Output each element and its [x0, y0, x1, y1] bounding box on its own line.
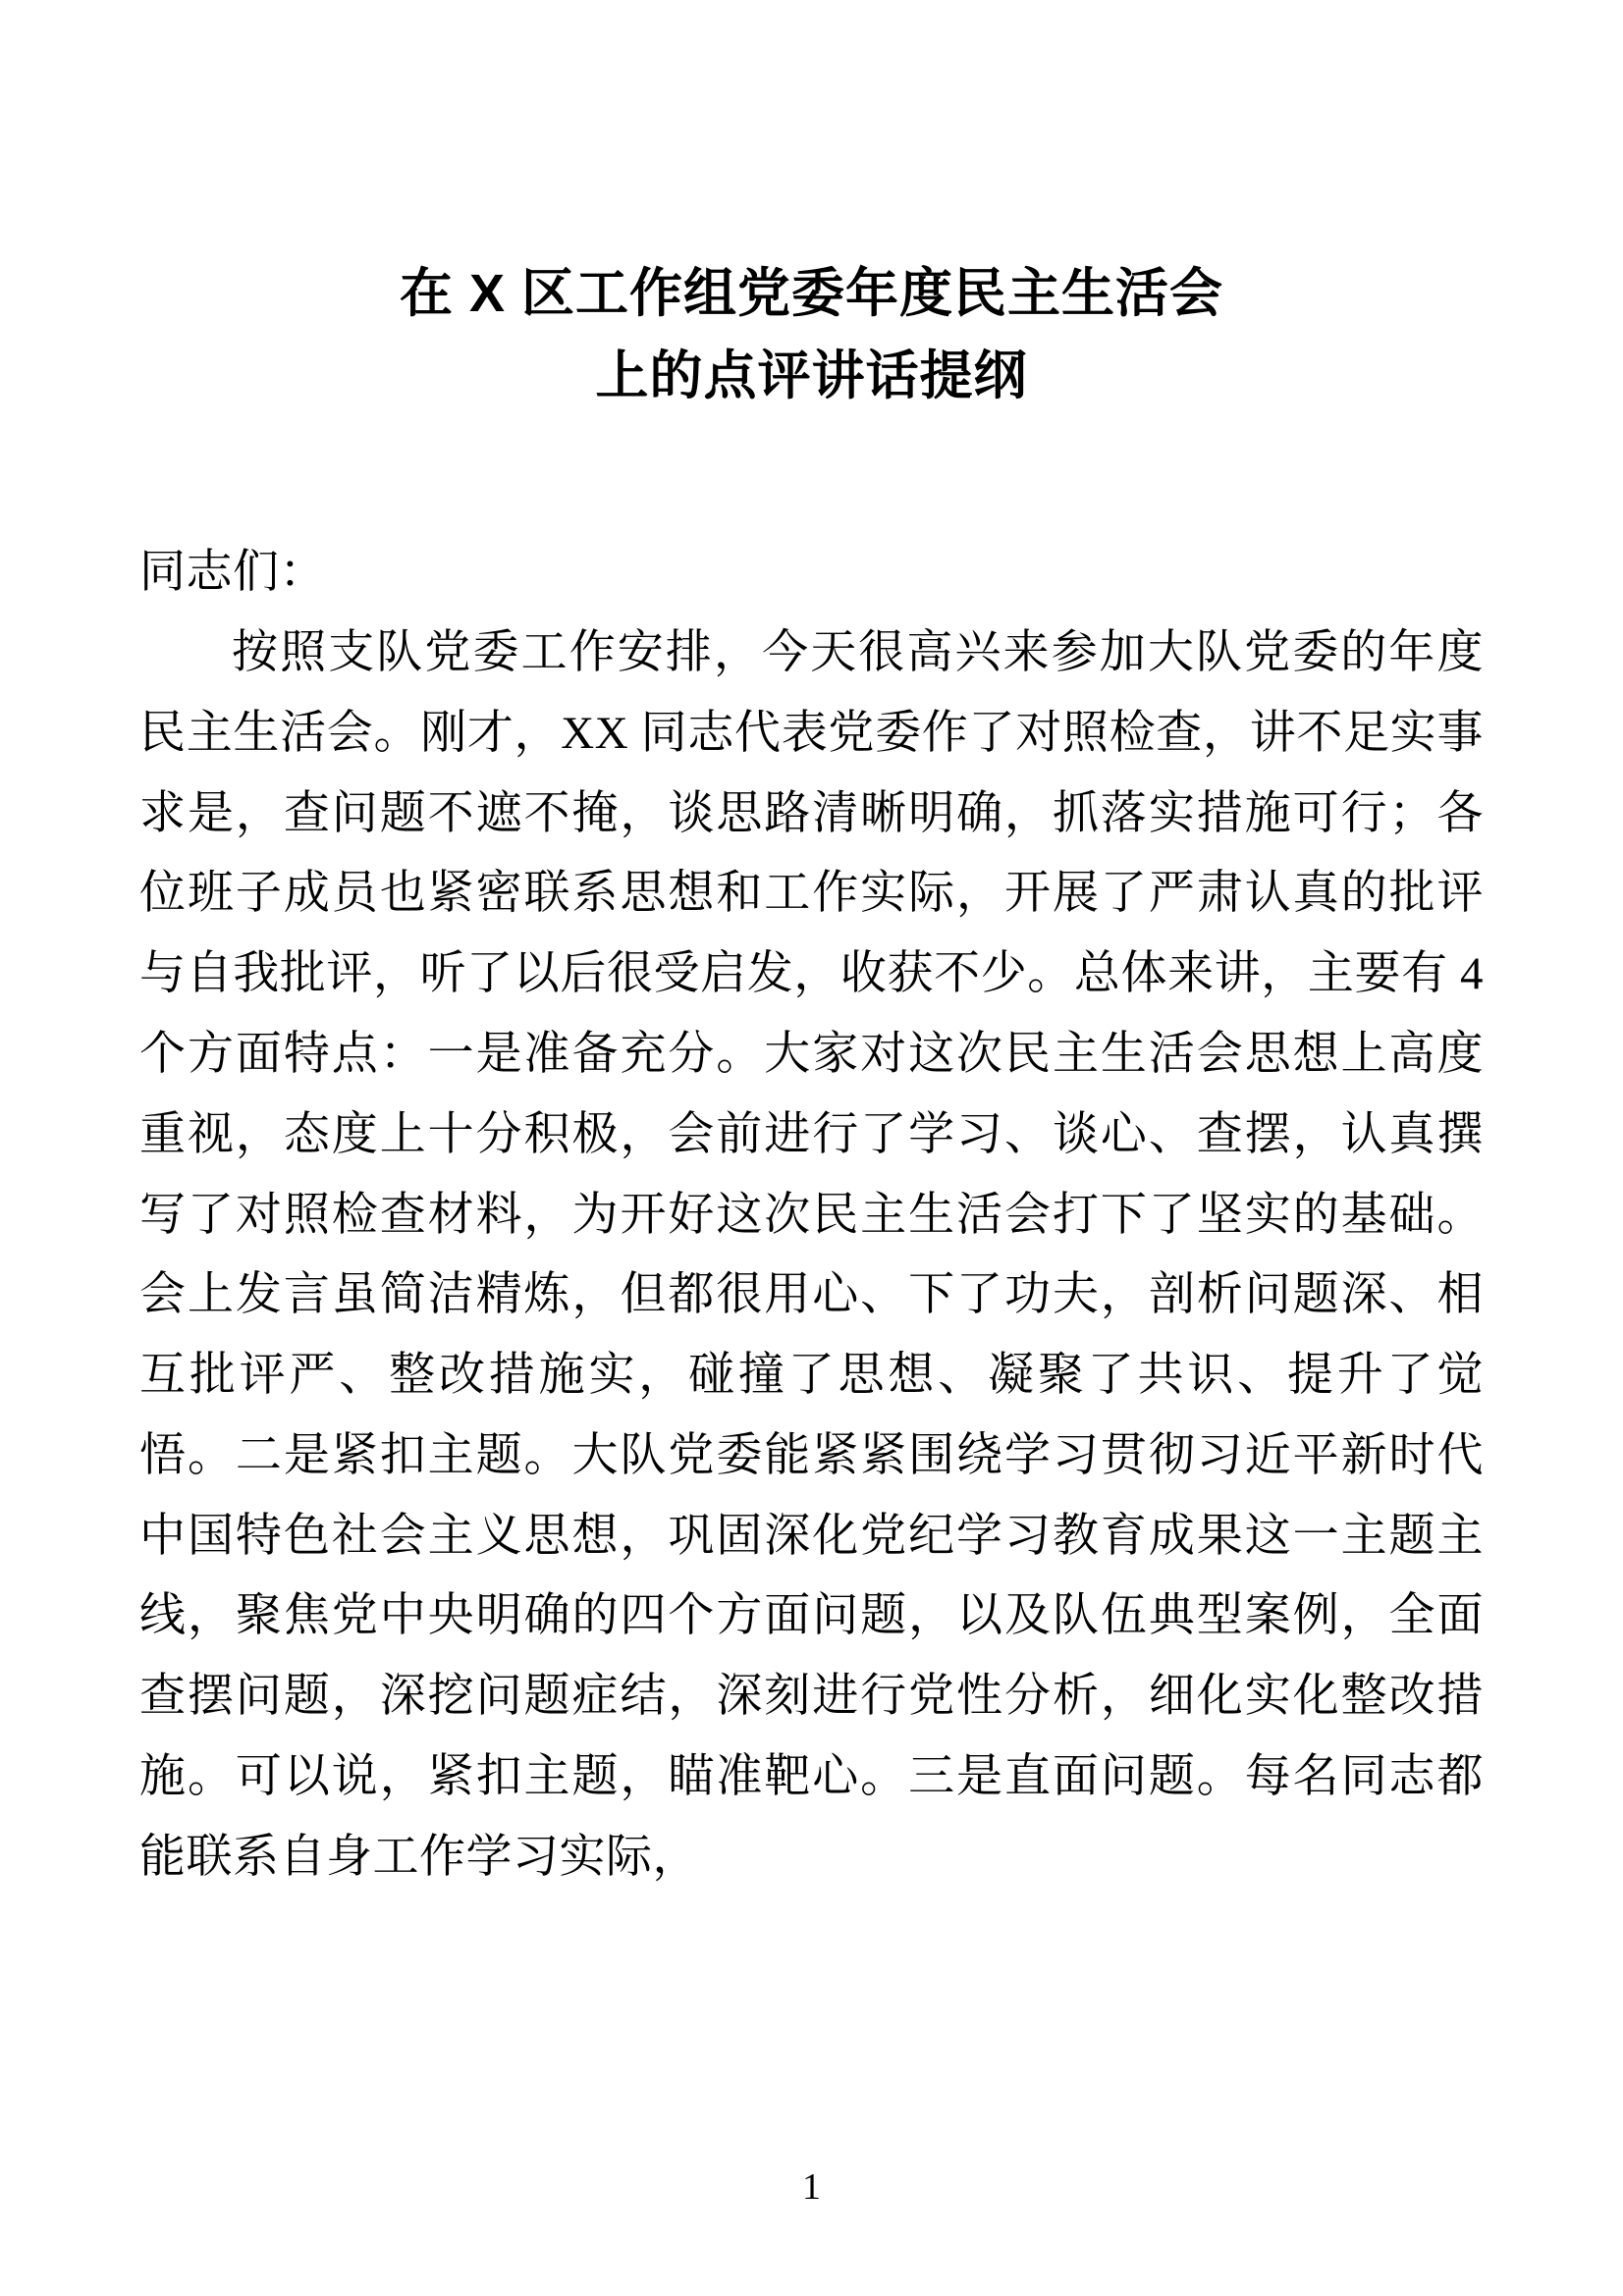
page-number: 1: [802, 2166, 821, 2208]
document-body: [139, 533, 1484, 1897]
title-line-2: 上的点评讲话提纲: [595, 346, 1028, 405]
body-paragraph: 按照支队党委工作安排，今天很高兴来参加大队党委的年度民主生活会。刚才，XX 同志代表党委作了对照检查，讲不足实事求是，查问题不遮不掩，谈思路清晰明确，抓落实措施可行；各位班子成员也紧密联系思想和工作实际，开展了严肃认真的批评与自我批评，听了以后很受启发，收获不少。总体来讲，主要有 4 个方面特点：一是准备充分。大家对这次民主生活会思想上高度重视，态度上十分积极，会前进行了学习、谈心、查摆，认真撰写了对照检查材料，为开好这次民主生活会打下了坚实的基础。会上发言虽简洁精炼，但都很用心、下了功夫，剖析问题深、相互批评严、整改措施实，碰撞了思想、凝聚了共识、提升了觉悟。二是紧扣主题。大队党委能紧紧围绕学习贯彻习近平新时代中国特色社会主义思想，巩固深化党纪学习教育成果这一主题主线，聚焦党中央明确的四个方面问题，以及队伍典型案例，全面查摆问题，深挖问题症结，深刻进行党性分析，细化实化整改措施。可以说，紧扣主题，瞄准靶心。三是直面问题。每名同志都能联系自身工作学习实际，: [139, 627, 1484, 1883]
title-line-1: 在 X 区工作组党委年度民主生活会: [399, 264, 1224, 323]
document-title: [139, 253, 1484, 417]
salutation: 同志们：: [139, 547, 326, 599]
